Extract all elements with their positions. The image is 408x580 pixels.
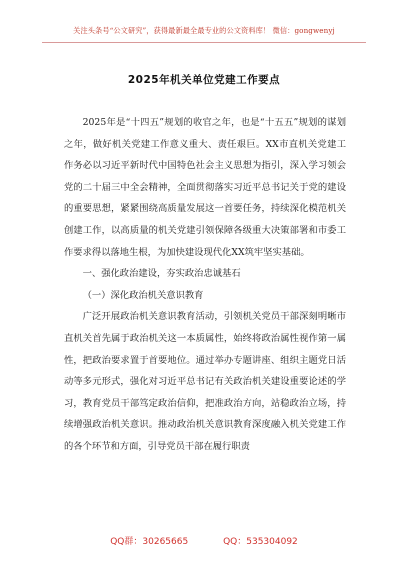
intro-paragraph: 2025年是“十四五”规划的收官之年，也是“十五五”规划的谋划之年，做好机关党建工作意义重大、责任艰巨。XX市直机关党建工作务必以习近平新时代中国特色社会主义思想为指引，深入学习领会党的二十届三中全会精神，全面贯彻落实习近平总书记关于党的建设的重要思想，紧紧围绕高质量发展这一首要任务，持续深化模范机关创建工作，以高质量的机关党建引领保障各级重大决策部署和市委工作要求得以落地生根，为加快建设现代化XX筑牢坚实基础。 <box>64 117 346 258</box>
section-heading-1: 一、强化政治建设，夯实政治忠诚基石 <box>82 268 241 280</box>
subsection-heading-1: （一）深化政治机关意识教育 <box>82 289 204 301</box>
footer-qq-group: QQ群：30265665 <box>110 537 189 547</box>
header-promo-note: 关注头条号“公文研究”，获得最新最全最专业的公文资料库！ 微信：gongwenyj <box>73 26 335 35</box>
document-title: 2025年机关单位党建工作要点 <box>127 74 281 86</box>
header-divider <box>42 42 366 43</box>
footer-contact <box>0 534 408 547</box>
document-body <box>64 112 346 458</box>
footer-qq: QQ：535304092 <box>223 537 298 547</box>
subsection-paragraph-1: 广泛开展政治机关意识教育活动，引领机关党员干部深刻明晰市直机关首先属于政治机关这一本质属性，始终将政治属性视作第一属性，把政治要求置于首要地位。通过举办专题讲座、组织主题党日活动等多元形式，强化对习近平总书记有关政治机关建设重要论述的学习，教育党员干部笃定政治信仰，把准政治方向，站稳政治立场，持续增强政治机关意识。推动政治机关意识教育深度融入机关党建工作的各个环节和方面，引导党员干部在履行职责 <box>64 311 346 452</box>
